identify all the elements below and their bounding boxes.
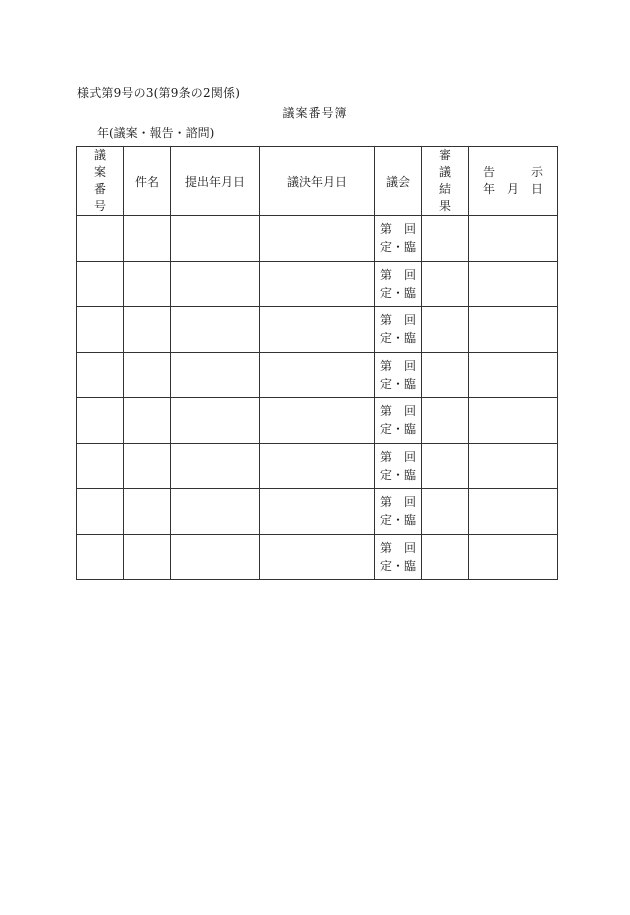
table-row: [77, 443, 558, 489]
header-notice-line1: 告 示: [482, 165, 543, 179]
session-type-label: 定・臨: [380, 376, 417, 391]
session-number-label: 第 回: [380, 540, 417, 555]
cell-bill-number[interactable]: [77, 534, 124, 580]
header-bill-number-line2: 番 号: [93, 182, 119, 213]
cell-review-result[interactable]: [422, 307, 469, 353]
cell-bill-number[interactable]: [77, 352, 124, 398]
session-type-label: 定・臨: [380, 513, 417, 528]
cell-subject[interactable]: [124, 352, 171, 398]
session-number-label: 第 回: [380, 404, 417, 419]
cell-submission-date[interactable]: [171, 261, 260, 307]
table-header-row: [77, 147, 558, 216]
table-body: [77, 216, 558, 580]
table-row: [77, 534, 558, 580]
cell-bill-number[interactable]: [77, 261, 124, 307]
cell-resolution-date[interactable]: [260, 307, 375, 353]
session-number-label: 第 回: [380, 358, 417, 373]
cell-bill-number[interactable]: [77, 216, 124, 262]
cell-session: [375, 398, 422, 444]
bill-number-register-table: [76, 146, 558, 580]
cell-review-result[interactable]: [422, 489, 469, 535]
cell-session: [375, 534, 422, 580]
cell-subject[interactable]: [124, 489, 171, 535]
cell-resolution-date[interactable]: [260, 534, 375, 580]
header-review-result-line2: 結 果: [438, 182, 464, 213]
cell-resolution-date[interactable]: [260, 443, 375, 489]
cell-notice[interactable]: [469, 489, 558, 535]
cell-session: [375, 261, 422, 307]
cell-notice[interactable]: [469, 352, 558, 398]
cell-notice[interactable]: [469, 443, 558, 489]
cell-resolution-date[interactable]: [260, 352, 375, 398]
header-resolution-date: 議決年月日: [260, 147, 375, 216]
page-title: 議案番号簿: [282, 106, 348, 120]
table-row: [77, 307, 558, 353]
cell-submission-date[interactable]: [171, 398, 260, 444]
table-row: [77, 489, 558, 535]
header-session: 議会: [375, 147, 422, 216]
cell-session: [375, 489, 422, 535]
cell-review-result[interactable]: [422, 443, 469, 489]
table-row: [77, 261, 558, 307]
cell-session: [375, 216, 422, 262]
cell-review-result[interactable]: [422, 534, 469, 580]
cell-subject[interactable]: [124, 261, 171, 307]
session-number-label: 第 回: [380, 267, 417, 282]
cell-submission-date[interactable]: [171, 534, 260, 580]
cell-submission-date[interactable]: [171, 489, 260, 535]
cell-resolution-date[interactable]: [260, 216, 375, 262]
cell-submission-date[interactable]: [171, 307, 260, 353]
cell-notice[interactable]: [469, 261, 558, 307]
cell-resolution-date[interactable]: [260, 489, 375, 535]
cell-review-result[interactable]: [422, 261, 469, 307]
cell-notice[interactable]: [469, 216, 558, 262]
table-row: [77, 352, 558, 398]
cell-bill-number[interactable]: [77, 307, 124, 353]
cell-bill-number[interactable]: [77, 398, 124, 444]
header-review-result: [422, 147, 469, 216]
cell-submission-date[interactable]: [171, 352, 260, 398]
cell-notice[interactable]: [469, 534, 558, 580]
header-submission-date: 提出年月日: [171, 147, 260, 216]
session-type-label: 定・臨: [380, 285, 417, 300]
session-type-label: 定・臨: [380, 558, 417, 573]
cell-session: [375, 307, 422, 353]
session-type-label: 定・臨: [380, 467, 417, 482]
cell-session: [375, 443, 422, 489]
session-type-label: 定・臨: [380, 240, 417, 255]
cell-notice[interactable]: [469, 398, 558, 444]
cell-review-result[interactable]: [422, 398, 469, 444]
cell-notice[interactable]: [469, 307, 558, 353]
cell-submission-date[interactable]: [171, 216, 260, 262]
session-number-label: 第 回: [380, 313, 417, 328]
table-row: [77, 398, 558, 444]
cell-session: [375, 352, 422, 398]
cell-resolution-date[interactable]: [260, 398, 375, 444]
header-notice-line2: 年 月 日: [482, 182, 543, 196]
cell-bill-number[interactable]: [77, 443, 124, 489]
cell-subject[interactable]: [124, 534, 171, 580]
cell-review-result[interactable]: [422, 352, 469, 398]
cell-subject[interactable]: [124, 216, 171, 262]
session-type-label: 定・臨: [380, 422, 417, 437]
session-number-label: 第 回: [380, 222, 417, 237]
header-bill-number-line1: 議 案: [93, 148, 119, 179]
header-bill-number: [77, 147, 124, 216]
header-review-result-line1: 審 議: [438, 148, 464, 179]
cell-submission-date[interactable]: [171, 443, 260, 489]
table-row: [77, 216, 558, 262]
session-number-label: 第 回: [380, 495, 417, 510]
form-number: 様式第9号の3(第9条の2関係): [77, 86, 241, 100]
cell-subject[interactable]: [124, 307, 171, 353]
session-type-label: 定・臨: [380, 331, 417, 346]
year-category-line: 年(議案・報告・諮問): [97, 126, 215, 140]
cell-subject[interactable]: [124, 398, 171, 444]
cell-resolution-date[interactable]: [260, 261, 375, 307]
header-subject: 件名: [124, 147, 171, 216]
session-number-label: 第 回: [380, 449, 417, 464]
cell-review-result[interactable]: [422, 216, 469, 262]
cell-subject[interactable]: [124, 443, 171, 489]
cell-bill-number[interactable]: [77, 489, 124, 535]
header-notice: [469, 147, 558, 216]
